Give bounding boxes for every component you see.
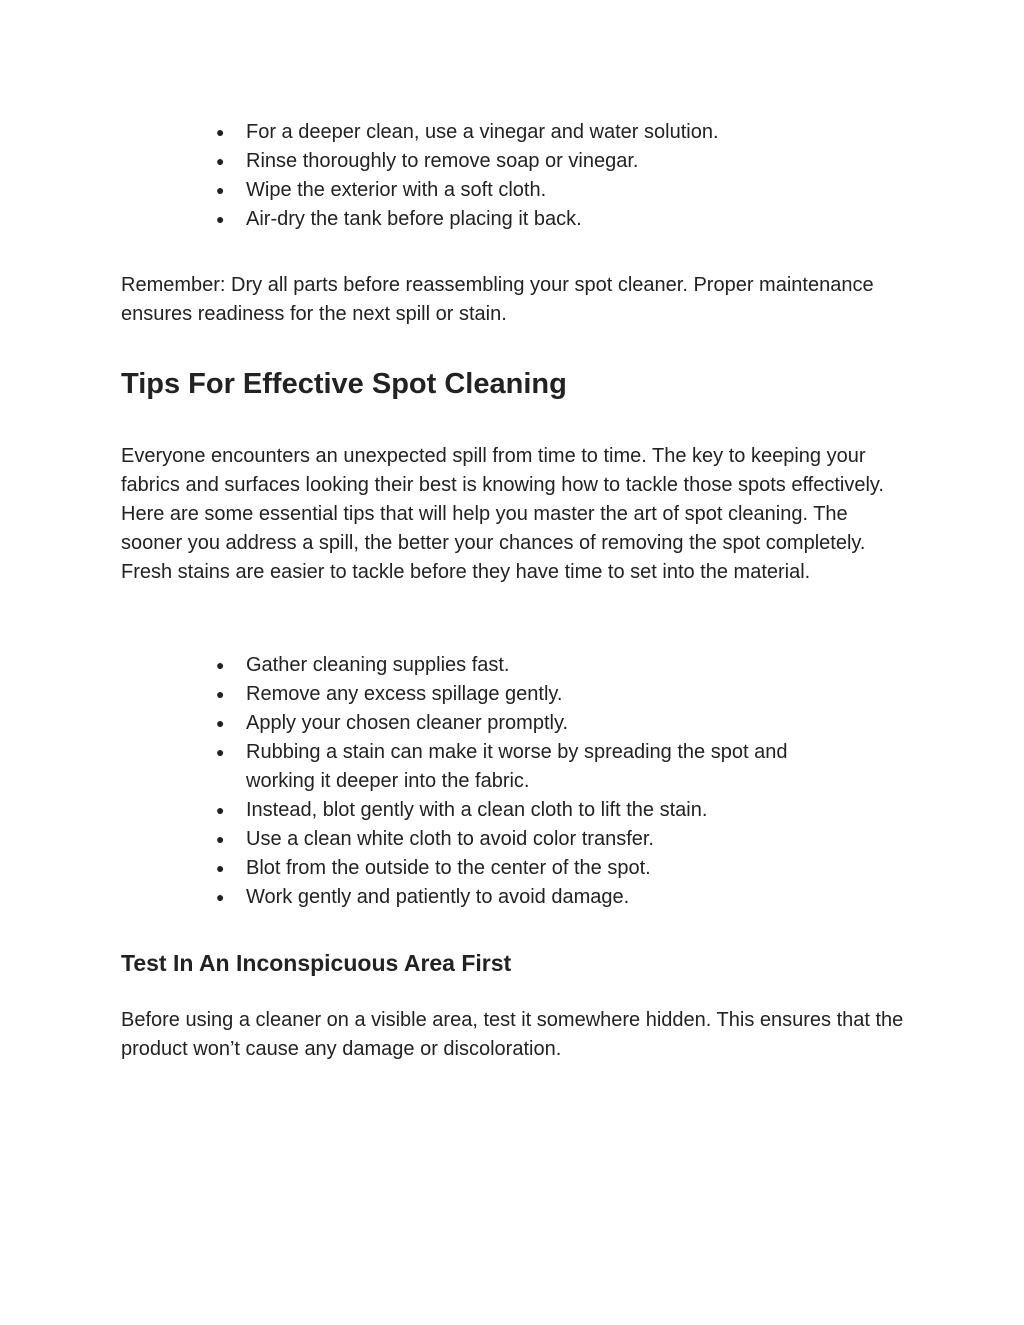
list-item bbox=[216, 738, 846, 796]
bullet-icon: ● bbox=[216, 889, 225, 905]
list-item-text: Gather cleaning supplies fast. bbox=[246, 654, 510, 676]
list-item-text: Instead, blot gently with a clean cloth to lift the stain. bbox=[246, 799, 708, 821]
list-item-text: Use a clean white cloth to avoid color transfer. bbox=[246, 828, 654, 850]
list-item-text: Air-dry the tank before placing it back. bbox=[246, 208, 582, 230]
spot-cleaning-tips-list bbox=[216, 651, 916, 912]
bullet-icon: ● bbox=[216, 153, 225, 169]
list-item bbox=[216, 883, 916, 912]
bullet-icon: ● bbox=[216, 802, 225, 818]
list-item-text: Work gently and patiently to avoid damage. bbox=[246, 886, 630, 908]
list-item-text: Rinse thoroughly to remove soap or vinegar. bbox=[246, 150, 639, 172]
test-area-paragraph: Before using a cleaner on a visible area, test it somewhere hidden. This ensures that the product won’t cause any damage or discoloration. bbox=[121, 1009, 904, 1060]
list-item-text: Wipe the exterior with a soft cloth. bbox=[246, 179, 547, 201]
bullet-icon: ● bbox=[216, 657, 225, 673]
list-item-text: Remove any excess spillage gently. bbox=[246, 683, 563, 705]
bullet-icon: ● bbox=[216, 744, 225, 760]
bullet-icon: ● bbox=[216, 211, 225, 227]
list-item bbox=[216, 118, 916, 147]
list-item bbox=[216, 176, 916, 205]
list-item bbox=[216, 205, 916, 234]
section-heading: Tips For Effective Spot Cleaning bbox=[121, 368, 567, 400]
list-item-text: Blot from the outside to the center of the spot. bbox=[246, 857, 651, 879]
remember-paragraph: Remember: Dry all parts before reassembling your spot cleaner. Proper maintenance ensures readiness for the next spill or stain. bbox=[121, 274, 874, 325]
bullet-icon: ● bbox=[216, 124, 225, 140]
bullet-icon: ● bbox=[216, 686, 225, 702]
list-item bbox=[216, 147, 916, 176]
bullet-icon: ● bbox=[216, 860, 225, 876]
list-item bbox=[216, 796, 916, 825]
list-item bbox=[216, 709, 916, 738]
bullet-icon: ● bbox=[216, 831, 225, 847]
list-item-text: Rubbing a stain can make it worse by spreading the spot and working it deeper into the fabric. bbox=[246, 741, 788, 792]
test-area-heading: Test In An Inconspicuous Area First bbox=[121, 950, 512, 976]
list-item bbox=[216, 854, 916, 883]
list-item bbox=[216, 651, 916, 680]
intro-paragraph: Everyone encounters an unexpected spill from time to time. The key to keeping your fabrics and surfaces looking their best is knowing how to tackle those spots effectively. Here are some essential tips that will help you master the art of spot cleaning. The sooner you address a spill, the better your chances of removing the spot completely. Fresh stains are easier to tackle before they have time to set into the material. bbox=[121, 445, 884, 583]
list-item bbox=[216, 680, 916, 709]
bullet-icon: ● bbox=[216, 715, 225, 731]
list-item-text: For a deeper clean, use a vinegar and water solution. bbox=[246, 121, 719, 143]
list-item bbox=[216, 825, 916, 854]
list-item-text: Apply your chosen cleaner promptly. bbox=[246, 712, 569, 734]
bullet-icon: ● bbox=[216, 182, 225, 198]
maintenance-steps-list bbox=[216, 118, 916, 234]
